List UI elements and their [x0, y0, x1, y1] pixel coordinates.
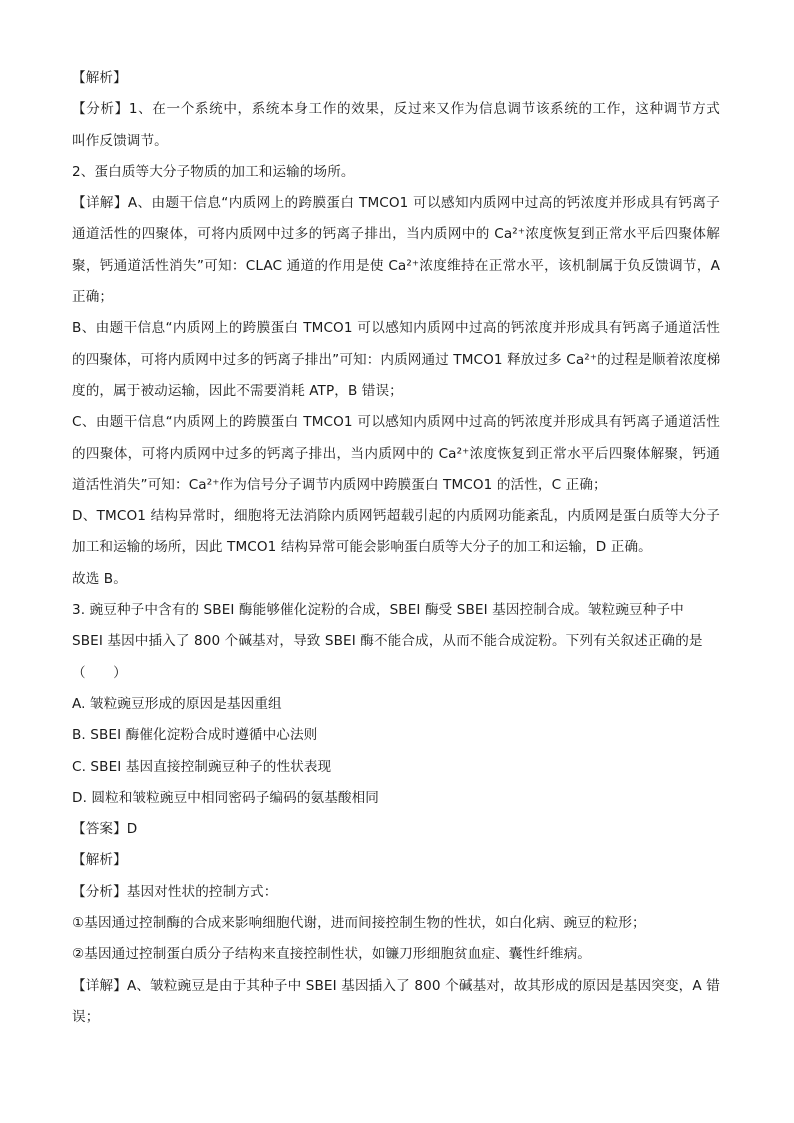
question-3-text: SBEI 基因中插入了 800 个碱基对，导致 SBEI 酶不能合成，从而不能合成淀粉。下列有关叙述正确的是 [72, 633, 703, 650]
text-line: 加工和运输的场所，因此 TMCO1 结构异常可能会影响蛋白质等大分子的加工和运输，D 正确。 [72, 539, 652, 556]
text-line: 度的，属于被动运输，因此不需要消耗 ATP，B 错误； [72, 382, 403, 399]
option-c: C. SBEI 基因直接控制豌豆种子的性状表现 [72, 758, 332, 775]
text-line: ②基因通过控制蛋白质分子结构来直接控制性状，如镰刀形细胞贫血症、囊性纤维病。 [72, 946, 591, 963]
text-line: 的四聚体，可将内质网中过多的钙离子排出，当内质网中的 Ca²⁺浓度恢复到正常水平后四聚体解聚，钙通 [72, 445, 720, 462]
option-a: A. 皱粒豌豆形成的原因是基因重组 [72, 695, 282, 712]
text-line-analysis-heading: 【解析】 [72, 852, 127, 869]
text-line: B、由题干信息“内质网上的跨膜蛋白 TMCO1 可以感知内质网中过高的钙浓度并形成具有钙离子通道活性 [72, 320, 720, 337]
option-d: D. 圆粒和皱粒豌豆中相同密码子编码的氨基酸相同 [72, 789, 379, 806]
answer-line: 【答案】D [72, 821, 138, 838]
text-line: C、由题干信息“内质网上的跨膜蛋白 TMCO1 可以感知内质网中过高的钙浓度并形成具有钙离子通道活性 [72, 414, 720, 431]
text-line: D、TMCO1 结构异常时，细胞将无法消除内质网钙超载引起的内质网功能紊乱，内质网是蛋白质等大分子 [72, 508, 720, 525]
text-line: 误； [72, 1008, 100, 1025]
text-line: ①基因通过控制酶的合成来影响细胞代谢，进而间接控制生物的性状，如白化病、豌豆的粒形； [72, 915, 646, 932]
question-3-text: 3. 豌豆种子中含有的 SBEI 酶能够催化淀粉的合成，SBEI 酶受 SBEI 基因控制合成。皱粒豌豆种子中 [72, 602, 684, 619]
answer-choice-line: 故选 B。 [72, 570, 127, 587]
text-line: 叫作反馈调节。 [72, 132, 168, 149]
text-line: 正确； [72, 289, 114, 306]
text-line: 的四聚体，可将内质网中过多的钙离子排出”可知：内质网通过 TMCO1 释放过多 Ca²⁺的过程是顺着浓度梯 [72, 351, 720, 368]
text-line: 2、蛋白质等大分子物质的加工和运输的场所。 [72, 163, 355, 180]
text-line: 道活性消失”可知：Ca²⁺作为信号分子调节内质网中跨膜蛋白 TMCO1 的活性，C 正确； [72, 476, 607, 493]
option-b: B. SBEI 酶催化淀粉合成时遵循中心法则 [72, 727, 318, 744]
text-line: 【分析】1、在一个系统中，系统本身工作的效果，反过来又作为信息调节该系统的工作，这种调节方式 [72, 101, 720, 118]
question-3-blank: （ ） [72, 664, 127, 681]
text-line: 【详解】A、由题干信息“内质网上的跨膜蛋白 TMCO1 可以感知内质网中过高的钙浓度并形成具有钙离子 [72, 195, 720, 212]
text-line: 聚，钙通道活性消失”可知：CLAC 通道的作用是使 Ca²⁺浓度维持在正常水平，该机制属于负反馈调节，A [72, 257, 720, 274]
text-line: 【分析】基因对性状的控制方式： [72, 883, 278, 900]
text-line: 通道活性的四聚体，可将内质网中过多的钙离子排出，当内质网中的 Ca²⁺浓度恢复到正常水平后四聚体解 [72, 226, 720, 243]
text-line: 【详解】A、皱粒豌豆是由于其种子中 SBEI 基因插入了 800 个碱基对，故其形成的原因是基因突变，A 错 [72, 977, 720, 994]
text-line-analysis-heading: 【解析】 [72, 70, 127, 86]
